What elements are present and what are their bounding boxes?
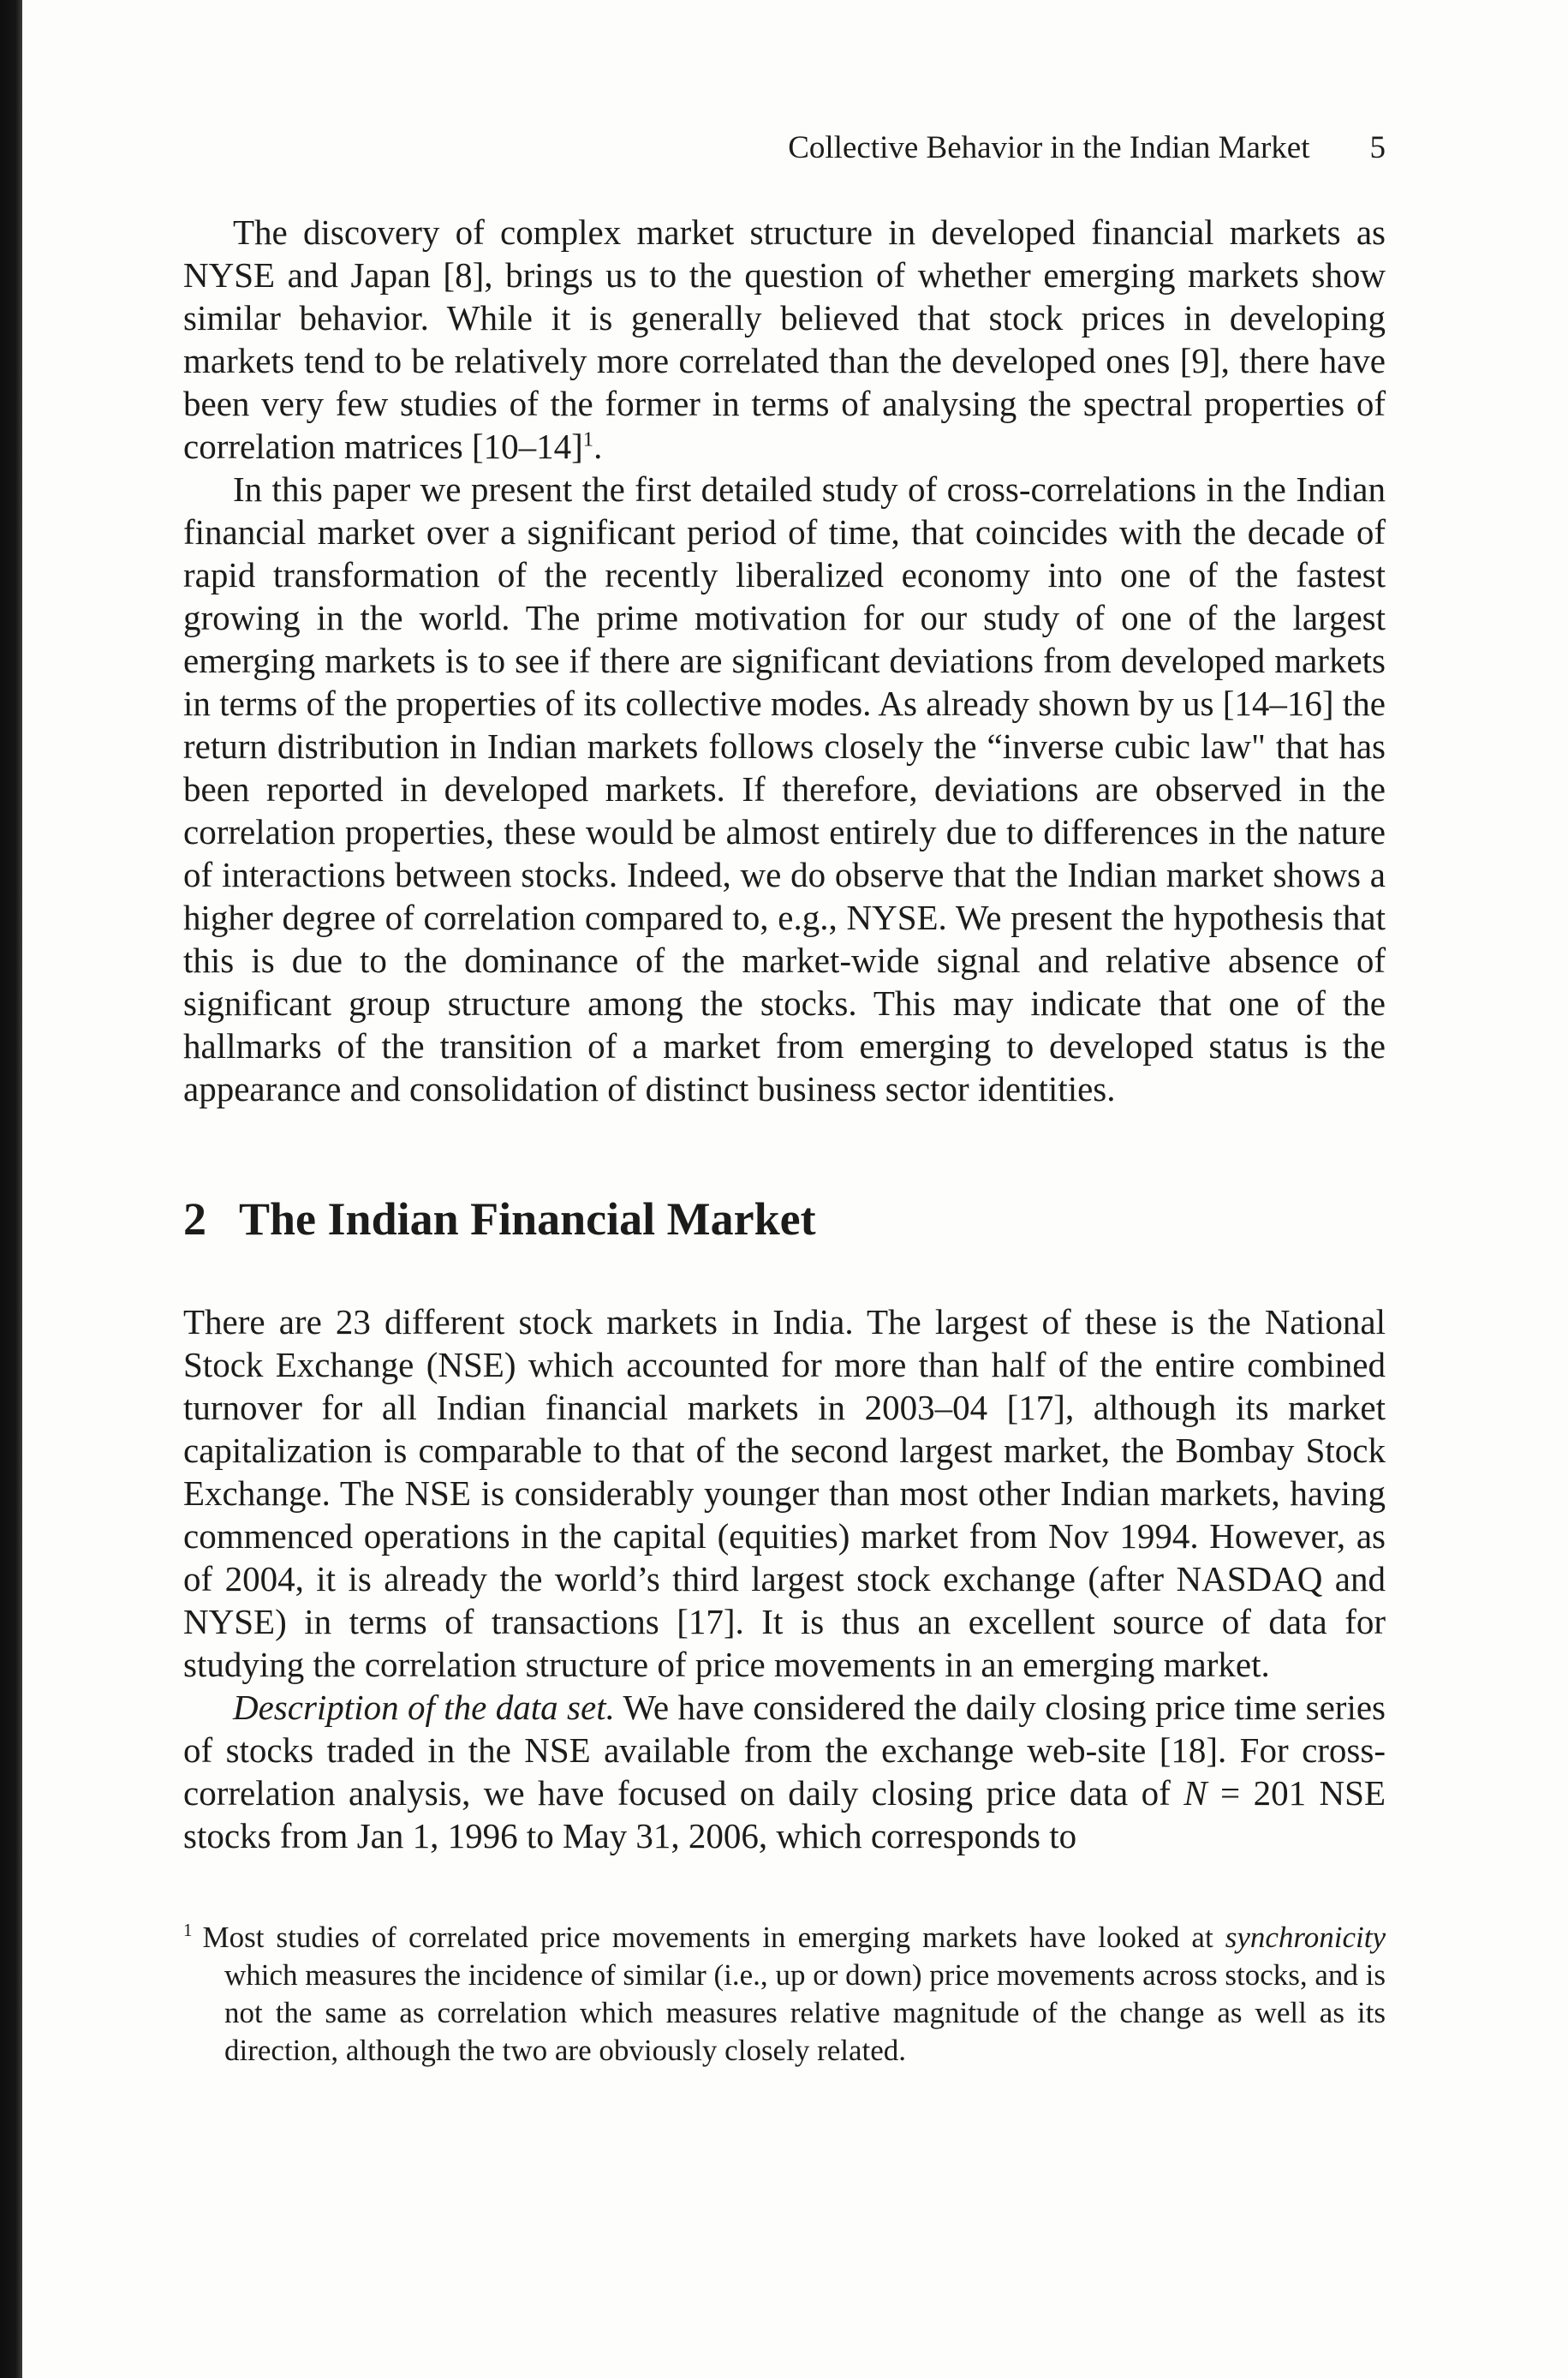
footnote-marker: 1 bbox=[183, 1920, 193, 1941]
text-segment: There are 23 different stock markets in India. The largest of these is the National Stock Exchange (NSE) which accounted for more than half of the entire combined turnover for all Indian financial markets in 2003–04 [17], although its market capitalization is comparable to that of the second largest market, the Bombay Stock Exchange. The NSE is considerably younger than most other Indian markets, having commenced operations in the capital (equities) market from Nov 1994. However, as of 2004, it is already the world’s third largest stock exchange (after NASDAQ and NYSE) in terms of transactions [17]. It is thus an excellent source of data for studying the correlation structure of price movements in an emerging market. bbox=[183, 1302, 1386, 1684]
footnote-reference-marker: 1 bbox=[582, 427, 594, 451]
text-segment: Most studies of correlated price movements in emerging markets have looked at bbox=[202, 1921, 1225, 1954]
running-header bbox=[183, 128, 1386, 168]
body-content bbox=[183, 211, 1386, 1857]
text-segment: In this paper we present the first detailed study of cross-correlations in the Indian financial market over a significant period of time, that coincides with the decade of rapid transformation of the recently liberalized economy into one of the fastest growing in the world. The prime motivation for our study of one of the largest emerging markets is to see if there are significant deviations from developed markets in terms of the properties of its collective modes. As already shown by us [14–16] the return distribution in Indian markets follows closely the “inverse cubic law" that has been reported in developed markets. If therefore, deviations are observed in the correlation properties, these would be almost entirely due to differences in the nature of interactions between stocks. Indeed, we do observe that the Indian market shows a higher degree of correlation compared to, e.g., NYSE. We present the hypothesis that this is due to the dominance of the market-wide signal and relative absence of significant group structure among the stocks. This may indicate that one of the hallmarks of the transition of a market from emerging to developed status is the appearance and consolidation of distinct business sector identities. bbox=[183, 469, 1386, 1108]
paragraph bbox=[183, 1686, 1386, 1857]
page-number: 5 bbox=[1369, 130, 1386, 165]
text-segment: Description of the data set. bbox=[233, 1688, 615, 1727]
section-title: The Indian Financial Market bbox=[239, 1193, 816, 1245]
footnote-paragraph bbox=[183, 1919, 1386, 2070]
footnote-text bbox=[203, 1921, 1386, 2067]
text-segment: synchronicity bbox=[1225, 1921, 1386, 1954]
scan-edge-artifact bbox=[0, 0, 22, 2378]
text-segment: The discovery of complex market structure in developed financial markets as NYSE and Japan [8], brings us to the question of whether emerging markets show similar behavior. While it is generally believed that stock prices in developing markets tend to be relatively more correlated than the developed ones [9], there have been very few studies of the former in terms of analysing the spectral properties of correlation matrices [10–14] bbox=[183, 212, 1386, 466]
page-content bbox=[183, 128, 1386, 2070]
text-segment: . bbox=[593, 427, 603, 466]
paragraph bbox=[183, 1300, 1386, 1686]
text-segment: N bbox=[1183, 1773, 1207, 1813]
paragraph bbox=[183, 211, 1386, 468]
footnote bbox=[183, 1919, 1386, 2070]
paragraph bbox=[183, 468, 1386, 1110]
text-segment: = 201 NSE stocks from Jan 1, 1996 to May 31, 2006, which corresponds to bbox=[183, 1773, 1386, 1855]
running-title: Collective Behavior in the Indian Market bbox=[788, 130, 1310, 165]
text-segment: which measures the incidence of similar (i.e., up or down) price movements across stocks, and is not the same as correlation which measures relative magnitude of the change as well as its direction, although the two are obviously closely related. bbox=[224, 1958, 1386, 2067]
text-segment: We have considered the daily closing price time series of stocks traded in the NSE available from the exchange web-site [18]. For cross-correlation analysis, we have focused on daily closing price data of bbox=[183, 1688, 1386, 1813]
section-heading bbox=[183, 1192, 1386, 1246]
section-number: 2 bbox=[183, 1193, 206, 1245]
